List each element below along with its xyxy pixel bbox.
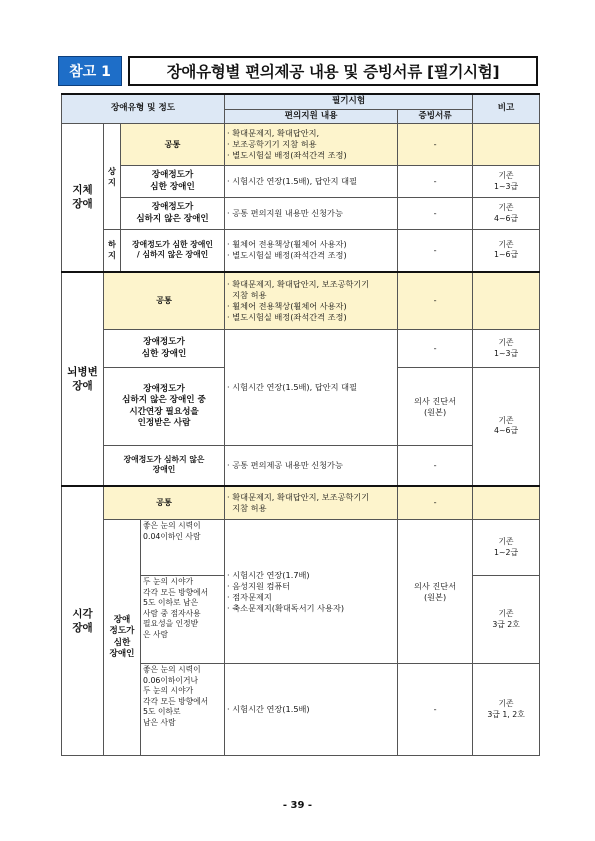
header-docs: 증빙서류 [398, 109, 473, 124]
physical-severe-docs: - [398, 166, 473, 198]
physical-severe-support: · 시험시간 연장(1.5배), 답안지 대필 [225, 166, 398, 198]
brain-mid-label: 장애정도가 심하지 않은 장애인 중 시간연장 필요성을 인정받은 사람 [104, 368, 225, 446]
visual-section-label: 시각 장애 [62, 486, 104, 756]
physical-lower-grade: 장애정도가 심한 장애인 / 심하지 않은 장애인 [121, 230, 225, 272]
visual-sub1-remark: 기존 1~2급 [473, 520, 540, 576]
visual-common-docs: - [398, 486, 473, 520]
visual-sub3-remark: 기존 3급 1, 2호 [473, 664, 540, 756]
brain-severe-remark: 기존 1~3급 [473, 330, 540, 368]
physical-common-remark [473, 124, 540, 166]
physical-mild-remark: 기존 4~6급 [473, 198, 540, 230]
brain-support: · 시험시간 연장(1.5배), 답안지 대필 [225, 330, 398, 446]
visual-common-label: 공통 [104, 486, 225, 520]
brain-mild-support: · 공통 편의제공 내용만 신청가능 [225, 446, 398, 486]
physical-section-label: 지체 장애 [62, 124, 104, 272]
visual-common-support: · 확대문제지, 확대답안지, 보조공학기기 지참 허용 [225, 486, 398, 520]
physical-mild-label: 장애정도가 심하지 않은 장애인 [121, 198, 225, 230]
brain-severe-docs: - [398, 330, 473, 368]
physical-mild-support: · 공통 편의지원 내용만 신청가능 [225, 198, 398, 230]
page-title: 장애유형별 편의제공 내용 및 증빙서류 [필기시험] [128, 56, 538, 86]
visual-sub2-remark: 기존 3급 2호 [473, 576, 540, 664]
header-support: 편의지원 내용 [225, 109, 398, 124]
visual-severe-label: 장애 정도가 심한 장애인 [104, 520, 141, 756]
brain-common-label: 공통 [104, 272, 225, 330]
brain-mid-docs: 의사 진단서 (원본) [398, 368, 473, 446]
physical-mild-docs: - [398, 198, 473, 230]
brain-section-label: 뇌병변 장애 [62, 272, 104, 486]
brain-common-support: · 확대문제지, 확대답안지, 보조공학기기 지참 허용 · 휠체어 전용책상(휠체어 사용자) · 별도시험실 배정(좌석간격 조정) [225, 272, 398, 330]
physical-lower-support: · 휠체어 전용책상(휠체어 사용자) · 별도시험실 배정(좌석간격 조정) [225, 230, 398, 272]
title-bar [58, 56, 538, 86]
visual-group-docs: 의사 진단서 (원본) [398, 520, 473, 664]
physical-common-support: · 확대문제지, 확대답안지, · 보조공학기기 지참 허용 · 별도시험실 배정(좌석간격 조정) [225, 124, 398, 166]
physical-severe-remark: 기존 1~3급 [473, 166, 540, 198]
physical-lower-label: 하 지 [104, 230, 121, 272]
page-number: - 39 - [282, 800, 313, 811]
reference-badge: 참고 1 [58, 56, 122, 86]
header-type-grade: 장애유형 및 정도 [62, 94, 225, 124]
brain-mild-docs: - [398, 446, 473, 486]
header-written-exam: 필기시험 [225, 94, 473, 109]
physical-lower-remark: 기존 1~6급 [473, 230, 540, 272]
physical-lower-docs: - [398, 230, 473, 272]
physical-upper-label: 상 지 [104, 124, 121, 230]
physical-common-docs: - [398, 124, 473, 166]
brain-mild-label: 장애정도가 심하지 않은 장애인 [104, 446, 225, 486]
physical-severe-label: 장애정도가 심한 장애인 [121, 166, 225, 198]
physical-common-label: 공통 [121, 124, 225, 166]
visual-sub3-docs: - [398, 664, 473, 756]
brain-common-docs: - [398, 272, 473, 330]
brain-common-remark [473, 272, 540, 330]
visual-sub1-label: 좋은 눈의 시력이 0.04이하인 사람 [141, 520, 225, 576]
brain-mid-remark: 기존 4~6급 [473, 368, 540, 486]
accommodation-table [61, 93, 540, 756]
visual-sub2-label: 두 눈의 시야가 각각 모든 방향에서 5도 이하로 남은 사람 중 점자사용 필요성을 인정받 은 사람 [141, 576, 225, 664]
visual-sub3-support: · 시험시간 연장(1.5배) [225, 664, 398, 756]
visual-group-support: · 시험시간 연장(1.7배) · 음성지원 컴퓨터 · 점자문제지 · 축소문제지(확대독서기 사용자) [225, 520, 398, 664]
header-remarks: 비고 [473, 94, 540, 124]
brain-severe-label: 장애정도가 심한 장애인 [104, 330, 225, 368]
visual-common-remark [473, 486, 540, 520]
visual-sub3-label: 좋은 눈의 시력이 0.06이하이거나 두 눈의 시야가 각각 모든 방향에서 5도 이하로 남은 사람 [141, 664, 225, 756]
